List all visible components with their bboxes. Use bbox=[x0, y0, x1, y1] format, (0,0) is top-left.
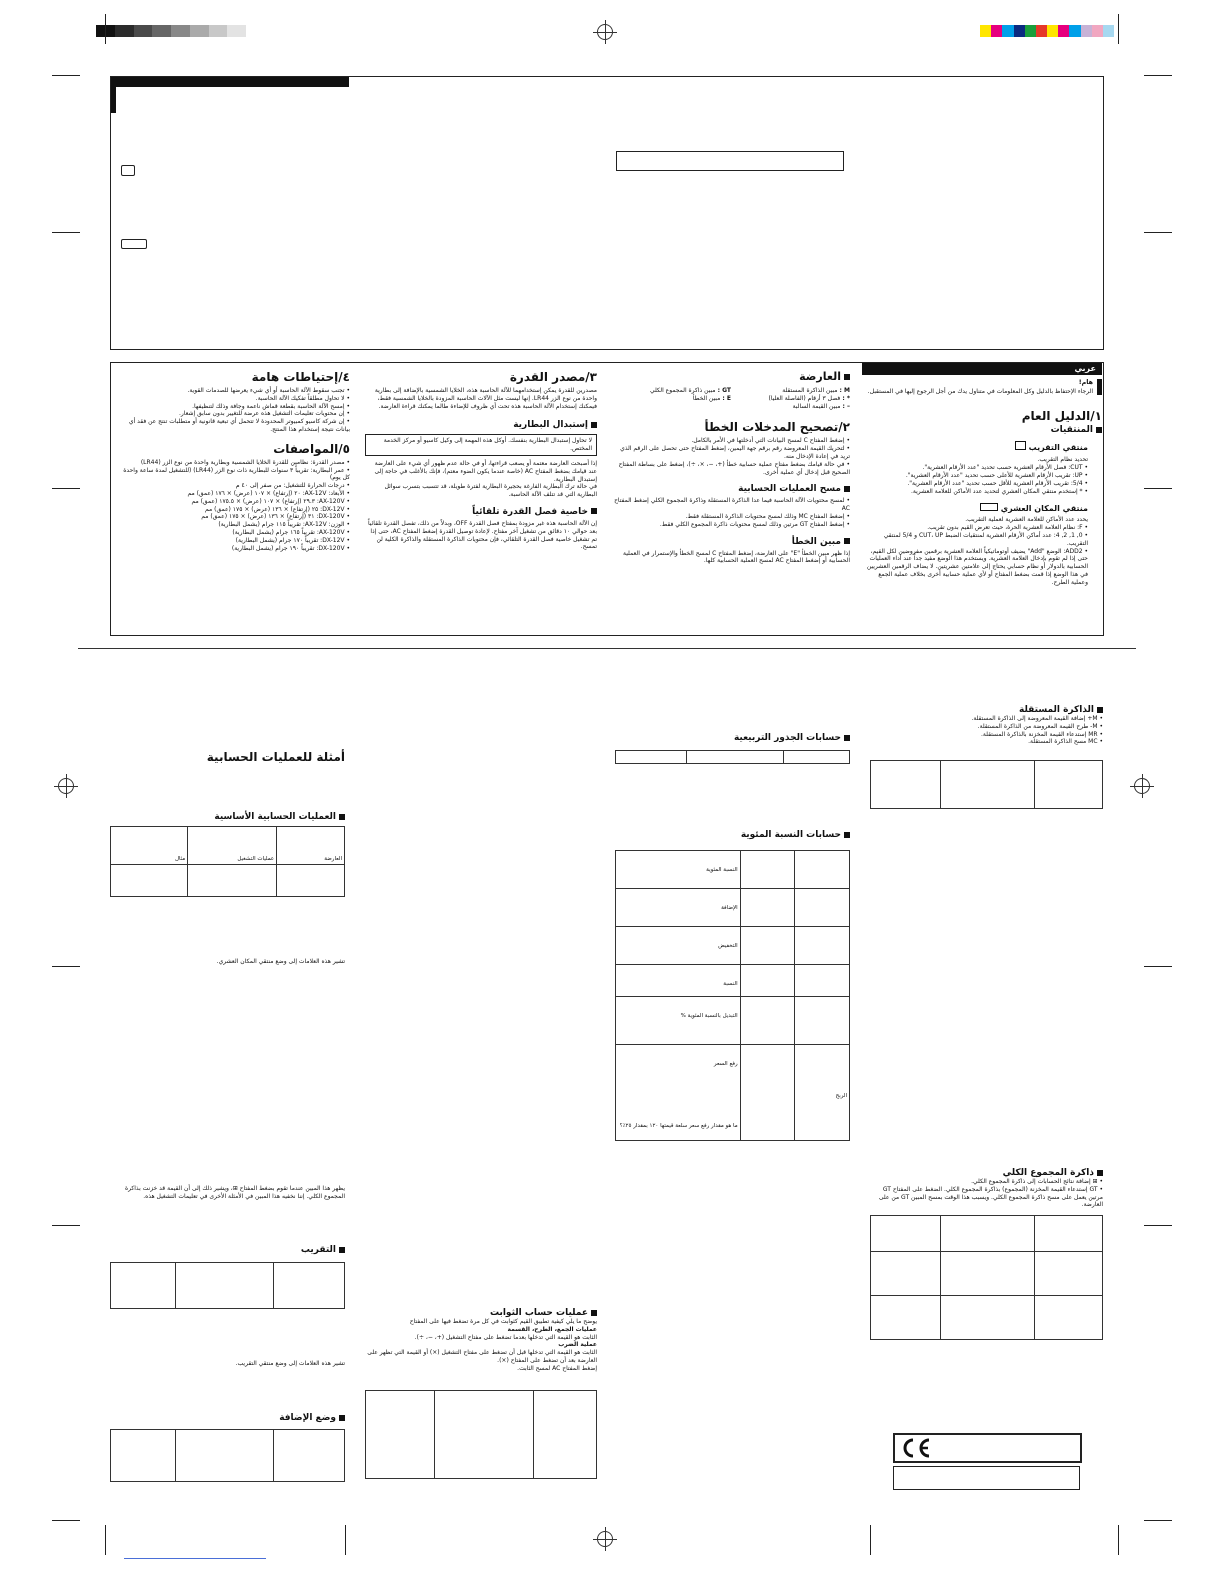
registration-mark-left bbox=[58, 778, 74, 794]
display-indicator-item bbox=[612, 395, 731, 403]
table-cell bbox=[940, 761, 1035, 809]
top-panel-header-bar bbox=[111, 77, 349, 87]
grayscale-bar bbox=[96, 25, 246, 37]
correction-item: • لتحريك القيمة المعروضة رقم برقم جهة اليمين، إضغط المفتاح حتى تحصل على الرقم الذي تريد في إعادة الإدخال منه. bbox=[620, 445, 850, 460]
table-cell bbox=[740, 997, 794, 1045]
col-header-display: العارضة bbox=[277, 827, 345, 865]
color-swatch bbox=[1047, 25, 1058, 37]
col-header-example: مثال bbox=[111, 827, 188, 865]
table-cell bbox=[111, 1430, 176, 1482]
table-cell bbox=[740, 889, 794, 927]
table-cell bbox=[871, 761, 941, 809]
constants-sub2: عملية الضرب bbox=[558, 1341, 597, 1349]
bullet-square-icon bbox=[591, 508, 597, 514]
crop-mark bbox=[1144, 966, 1172, 967]
crop-mark bbox=[52, 966, 80, 967]
rounding-item: • * إستخدم منتقي المكان العشري لتحديد عدد الأماكن للعلامة العشرية. bbox=[911, 487, 1088, 495]
bullet-square-icon bbox=[1096, 427, 1102, 433]
table-cell bbox=[1035, 761, 1103, 809]
table-cell bbox=[1035, 1252, 1103, 1296]
gray-swatch bbox=[209, 25, 228, 37]
section4-title: ٤/إحتياطات هامة bbox=[251, 370, 350, 384]
decimal-selector-title: منتقي المكان العشري bbox=[1000, 504, 1088, 514]
section2-title: ٢/تصحيح المدخلات الخطأ bbox=[704, 420, 850, 435]
top-panel-header-rule bbox=[111, 87, 116, 113]
table-cell bbox=[871, 1296, 941, 1340]
crop-mark bbox=[1118, 14, 1119, 44]
display-indicator-text: فصل ٣ أرقام (الفاصلة العليا) bbox=[768, 394, 841, 402]
crop-mark bbox=[1144, 1520, 1172, 1521]
rounding-example-title: التقريب bbox=[300, 1245, 336, 1255]
table-cell bbox=[435, 1391, 533, 1479]
crop-mark bbox=[105, 14, 106, 44]
color-swatch bbox=[1092, 25, 1103, 37]
spec-list bbox=[118, 459, 350, 553]
table-cell bbox=[277, 865, 345, 897]
spec-item: • AX-120V: ٢٩.٣ (إرتفاع) × ١٠٧ (عرض) × ١٧٥.٥ (عمق) مم bbox=[191, 497, 350, 505]
bullet-square-icon bbox=[339, 814, 345, 820]
bullet-square-icon bbox=[591, 422, 597, 428]
autooff-title: خاصية فصل القدرة تلقائياً bbox=[472, 506, 588, 517]
display-items bbox=[612, 387, 850, 410]
display-indicator-key: E : bbox=[720, 394, 731, 402]
color-swatch bbox=[1081, 25, 1092, 37]
column-precautions-specs bbox=[118, 370, 350, 552]
percent-row-label bbox=[616, 997, 741, 1045]
display-indicator-text: مبين ذاكرة المجموع الكلي bbox=[649, 387, 716, 394]
memory-item: • MR إستدعاء القيمة المخزنة بالذاكرة المستقلة. bbox=[980, 730, 1103, 738]
percent-row-label bbox=[616, 965, 741, 997]
autooff-text: إن الآلة الحاسبة هذه غير مزودة بمفتاح فصل القدرة OFF، وبدلاً من ذلك، تفصل القدرة تلقائياً بعد حوالي ١٠ دقائق من تشغيل آخر مفتاح. لإعادة توصيل القدرة إضغط المفتاح AC، حتى إذا تم تشغيل خاصية فصل القدرة التلقائي، فإن محتويات الذاكرة المستقلة والذاكرة الكلية لن تمسح. bbox=[367, 519, 597, 551]
table-cell bbox=[1035, 1216, 1103, 1252]
footer-underline-link[interactable] bbox=[124, 1558, 266, 1559]
clear-item: • إضغط المفتاح MC وذلك لمسح محتويات الذاكرة المستقلة فقط. bbox=[685, 512, 850, 520]
spec-item: • درجات الحرارة للتشغيل: من صفر إلى ٤٠ م bbox=[235, 482, 350, 490]
percent-row-label-text: الإضافة bbox=[721, 905, 738, 911]
constants-intro: يوضح ما يلي كيفية تطبيق القيم كثوابت في كل مرة تضغط فيها على المفتاح bbox=[409, 1318, 597, 1325]
table-cell bbox=[795, 997, 850, 1045]
error-title: مبين الخطأ bbox=[791, 536, 841, 547]
table-cell bbox=[175, 1430, 273, 1482]
bullet-square-icon bbox=[339, 1247, 345, 1253]
table-cell bbox=[740, 965, 794, 997]
display-indicator-key: * : bbox=[840, 394, 850, 402]
section1-title: ١/الدليل العام bbox=[1021, 409, 1102, 424]
memory-item: • MC مسح الذاكرة المستقلة. bbox=[1028, 738, 1103, 746]
table-cell bbox=[795, 1045, 850, 1141]
bullet-square-icon bbox=[844, 486, 850, 492]
constants-sub1: عمليات الجمع، الطرح، القسمة bbox=[507, 1325, 597, 1333]
column-power-source bbox=[365, 370, 597, 551]
table-cell bbox=[740, 927, 794, 965]
table-cell bbox=[940, 1216, 1035, 1252]
bullet-square-icon bbox=[844, 832, 850, 838]
gt-memory-list bbox=[870, 1178, 1103, 1209]
rounding-table bbox=[110, 1262, 345, 1309]
precaution-item: • إن محتويات تعليمات التشغيل هذه عرضة للتغيير بدون سابق إشعار. bbox=[178, 410, 350, 418]
table-cell bbox=[273, 1430, 344, 1482]
table-cell bbox=[111, 1263, 176, 1309]
memory-title: الذاكرة المستقلة bbox=[1019, 705, 1094, 715]
constants-sub2-text: الثابت هو القيمة التي تدخلها قبل أن تضغط على مفتاح التشغيل (×) أو القيمة التي تظهر على العارضة بعد أن تضغط على المفتاح (×). bbox=[367, 1349, 597, 1364]
precaution-item: • لا تحاول مطلقاً تفكيك الآلة الحاسبة. bbox=[255, 394, 350, 402]
bullet-square-icon bbox=[844, 538, 850, 544]
rounding-item: • UP: تقريب الأرقام العشرية للأعلى حسب تحديد "عدد الأرقام العشرية". bbox=[905, 471, 1088, 479]
rounding-note: تشير هذه العلامات إلى وضع منتقي التقريب. bbox=[235, 1360, 345, 1367]
add-mode-title: وضع الإضافة bbox=[279, 1413, 336, 1423]
column-general-guide bbox=[862, 363, 1102, 587]
table-cell bbox=[795, 889, 850, 927]
clear-item: • إضغط المفتاح GT مرتين وذلك لمسح محتويات ذاكرة المجموع الكلي فقط. bbox=[659, 520, 850, 528]
display-indicator-key: GT : bbox=[715, 387, 731, 394]
color-swatch bbox=[1069, 25, 1080, 37]
registration-mark-top bbox=[597, 24, 613, 40]
crop-mark bbox=[52, 488, 80, 489]
table-cell bbox=[871, 1216, 941, 1252]
gt-memory-item: • ⊞ إضافة نتائج الحسابات إلى ذاكرة المجموع الكلي. bbox=[971, 1178, 1103, 1185]
gray-swatch bbox=[190, 25, 209, 37]
percent-row-label-text: التبديل بالنسبة المئوية % bbox=[680, 1013, 738, 1019]
bullet-square-icon bbox=[339, 1415, 345, 1421]
color-swatch bbox=[1036, 25, 1047, 37]
gray-swatch bbox=[115, 25, 134, 37]
table-cell bbox=[1035, 1296, 1103, 1340]
gray-swatch bbox=[171, 25, 190, 37]
correction-item: • إضغط المفتاح C لمسح البيانات التي أدخلتها في الأمر بالكامل. bbox=[691, 437, 850, 445]
fold-line bbox=[78, 648, 1136, 649]
precaution-item: • تجنب سقوط الآلة الحاسبة أو أي شيء يعرضها للصدمات القوية. bbox=[187, 387, 350, 394]
percent-question: ما هو مقدار رفع سعر سلعة قيمتها ١٢٠ بمقدار ٢٥٪؟ bbox=[619, 1123, 738, 1129]
column-display-correction bbox=[612, 370, 850, 565]
battery-title: إستبدال البطارية bbox=[513, 420, 588, 431]
registration-mark-right bbox=[1134, 778, 1150, 794]
memory-list bbox=[870, 715, 1103, 746]
memory-section bbox=[870, 705, 1103, 746]
crop-mark bbox=[52, 1225, 80, 1226]
table-cell bbox=[188, 865, 277, 897]
precaution-item: • إمسح الآلة الحاسبة بقطعة قماش ناعمة وجافة وذلك لتنظيفها. bbox=[192, 402, 350, 410]
sqrt-title: حسابات الجذور التربيعية bbox=[733, 733, 841, 743]
decimal-intro: يحدد عدد الأماكن للعلامة العشرية لعملية التقريب. bbox=[965, 516, 1088, 524]
section5-title: ٥/المواصفات bbox=[273, 441, 350, 456]
color-swatch bbox=[991, 25, 1002, 37]
constants-section bbox=[365, 1308, 597, 1373]
section3-title: ٣/مصدر القدرة bbox=[509, 370, 597, 384]
spec-item: • DX-12V: ٢٥ (إرتفاع) × ١٣٦ (عرض) × ١٧٥ (عمق) مم bbox=[205, 505, 350, 513]
table-cell bbox=[687, 751, 784, 764]
slider-switch-icon bbox=[121, 239, 147, 249]
crop-mark bbox=[52, 75, 80, 76]
display-indicator-text: مبين الذاكرة المستقلة bbox=[782, 387, 838, 394]
error-text: إذا ظهر مبين الخطأ "E" على العارضة، إضغط المفتاح C لمسح الخطأ والإستمرار في العملية الحسابية أو إضغط المفتاح AC لمسح العملية الحسابية كلها. bbox=[623, 549, 850, 565]
table-cell bbox=[366, 1391, 435, 1479]
gt-memory-section bbox=[870, 1168, 1103, 1209]
constants-table bbox=[365, 1390, 597, 1479]
basic-calc-table bbox=[110, 826, 345, 897]
display-indicator-text: مبين القيمة السالبة bbox=[792, 402, 841, 410]
ce-mark-box bbox=[893, 1433, 1082, 1463]
col-header-operation: عمليات التشغيل bbox=[188, 827, 277, 865]
crop-mark bbox=[1144, 232, 1172, 233]
crop-mark bbox=[1144, 1225, 1172, 1226]
spec-item: • AX-120V: تقريباً ١٦٥ جرام (يشمل البطارية) bbox=[232, 528, 350, 536]
crop-mark bbox=[1144, 488, 1172, 489]
crop-mark bbox=[345, 1525, 346, 1555]
decimal-item: • ADD2: الوضع "Add" يضيف أوتوماتيكياً العلامة العشرية برقمين مفروضين لكل القيم، حتى إذا لم تقوم بإدخال العلامة العشرية. ويستخدم هذا الوضع مفيد جداً عند أداء العمليات الحسابية بالدولار أو نظام حسابي يحتاج إلى علامتين عشريتين. لا يضاف الرقمين العشريين في هذا الوضع إذا قمت بضغط المفتاح أو لأي عملية حسابية أخرى بخلاف عملية الجمع وعملية الطرح. bbox=[866, 547, 1088, 586]
table-cell bbox=[111, 865, 188, 897]
percent-row-label-text: رفع السعر bbox=[713, 1061, 738, 1067]
examples-title: أمثلة للعمليات الحسابية bbox=[206, 750, 345, 764]
gt-memory-table bbox=[870, 1215, 1103, 1340]
rounding-item: • 5/4: تقريب الأرقام العشرية للأقل حسب تحديد "عدد الأرقام العشرية". bbox=[907, 479, 1088, 487]
percent-row-label bbox=[616, 927, 741, 965]
color-swatch bbox=[1002, 25, 1013, 37]
rounding-switch-icon bbox=[1015, 441, 1026, 450]
correction-list bbox=[612, 437, 850, 476]
crop-mark bbox=[105, 1525, 106, 1555]
address-box bbox=[893, 1466, 1080, 1490]
section3-text: مصدرين للقدرة يمكن إستخدامهما للآلة الحاسبة هذه، الخلايا الشمسية بالإضافة إلى بطارية واحدة من نوع الزر LR44. إنها ليست مثل الآلات الحاسبة المزودة بالخلايا الشمسية فقط، فيمكنك إستخدام الآلة الحاسبة هذه تحت أي ظروف للإضاءة طالما يمكنك قراءة العارضة. bbox=[374, 387, 597, 410]
display-indicator-item bbox=[612, 387, 731, 395]
color-swatch bbox=[980, 25, 991, 37]
table-cell bbox=[940, 1252, 1035, 1296]
important-text: الرجاء الإحتفاظ بالدليل وكل المعلومات في متناول يدك من أجل الرجوع إليها في المستقبل. bbox=[867, 387, 1093, 395]
important-notice bbox=[862, 379, 1102, 395]
precaution-list bbox=[118, 387, 350, 434]
gt-memory-title: ذاكرة المجموع الكلي bbox=[1002, 1168, 1094, 1178]
percent-row-label-text: التخفيض bbox=[718, 943, 738, 949]
percent-profit-label: الربح bbox=[835, 1093, 847, 1099]
table-cell bbox=[940, 1296, 1035, 1340]
color-swatch bbox=[1025, 25, 1036, 37]
display-indicator-item bbox=[731, 403, 850, 411]
table-cell bbox=[795, 965, 850, 997]
memory-table bbox=[870, 760, 1103, 809]
table-cell bbox=[795, 851, 850, 889]
display-indicator-text: مبين الخطأ bbox=[692, 394, 721, 402]
table-cell bbox=[273, 1263, 344, 1309]
spec-item: • الأبعاد: AX-12V: ٢٠ (إرتفاع) × ١٠٧ (عرض) × ١٧٦ (عمق) مم bbox=[187, 489, 350, 497]
table-cell bbox=[871, 1252, 941, 1296]
crop-mark bbox=[52, 232, 80, 233]
important-title: هام! bbox=[1078, 379, 1093, 386]
bullet-square-icon bbox=[591, 1310, 597, 1316]
top-panel bbox=[110, 76, 1104, 350]
color-bar bbox=[980, 25, 1114, 37]
spec-item: • DX-12V: تقريباً ١٧٠ جرام (يشمل البطارية) bbox=[235, 536, 350, 544]
basic-calc-title: العمليات الحسابية الأساسية bbox=[214, 812, 336, 822]
gt-indicator-note: يظهر هذا المبين عندما تقوم بضغط المفتاح ⊞، ويشير ذلك إلى أن القيمة قد خزنت بذاكرة المجموع الكلي. إننا نخفيه هذا المبين في الأمثلة الأخرى في تعليمات التشغيل هذه. bbox=[124, 1185, 345, 1200]
battery-note: في حالة ترك البطارية الفارغة بحجيرة البطارية لفترة طويلة، قد تتسبب بتسرب سوائل البطارية التي قد تتلف الآلة الحاسبة. bbox=[384, 483, 597, 499]
table-cell bbox=[740, 851, 794, 889]
table-cell bbox=[175, 1263, 273, 1309]
constants-sub3: إضغط المفتاح AC لمسح الثابت. bbox=[517, 1364, 597, 1372]
clear-list bbox=[612, 497, 850, 528]
registration-mark-bottom bbox=[597, 1531, 613, 1547]
percent-row-label bbox=[616, 1045, 741, 1141]
table-cell bbox=[795, 927, 850, 965]
crop-mark bbox=[870, 1525, 871, 1555]
clear-item: • لمسح محتويات الآلة الحاسبة فيما عدا الذاكرة المستقلة وذاكرة المجموع الكلي إضغط المفتاح AC bbox=[614, 497, 850, 513]
table-cell bbox=[616, 751, 687, 764]
model-name-box bbox=[616, 151, 844, 171]
spec-item: • مصدر القدرة: نظامين للقدرة الخلايا الشمسية وبطارية واحدة من نوع الزر (LR44) bbox=[140, 458, 350, 466]
percent-row-label-text: النسبة المئوية bbox=[706, 867, 738, 873]
decimal-note: تشير هذه العلامات إلى وضع منتقي المكان العشري. bbox=[216, 958, 345, 965]
selectors-title: المنتقيات bbox=[1050, 425, 1093, 436]
bullet-square-icon bbox=[844, 374, 850, 380]
sqrt-table bbox=[615, 750, 850, 764]
percent-title: حسابات النسبة المئوية bbox=[740, 830, 841, 840]
bullet-square-icon bbox=[844, 735, 850, 741]
percent-row-label bbox=[616, 889, 741, 927]
spec-item: • عمر البطارية: تقريباً ٣ سنوات للبطارية ذات نوع الزر (LR44) (للتشغيل لمدة ساعة واحدة كل يوم) bbox=[123, 466, 350, 482]
language-tab-label: عربي bbox=[1074, 364, 1096, 373]
spec-item: • الوزن: AX-12V: تقريباً ١١٥ جرام (يشمل البطارية) bbox=[218, 521, 350, 529]
display-indicator-item bbox=[731, 387, 850, 395]
constants-sub1-text: الثابت هو القيمة التي تدخلها بعدما تضغط على مفتاح التشغيل (+، −، ÷). bbox=[414, 1333, 597, 1341]
decimal-item: • F: نظام العلامة العشرية الحرة، حيث تعرض القيم بدون تقريب. bbox=[927, 524, 1088, 532]
precaution-item: • إن شركة كاسيو كمبيوتر المحدودة لا تتحمل أي تبعية قانونية أو متطلبات تنتج عن فقد أي بيانات نتيجة إستخدام هذا المنتج. bbox=[128, 418, 350, 433]
gray-swatch bbox=[227, 25, 246, 37]
correction-item: • في حالة قيامك بضغط مفتاح عملية حسابية خطأ (+، −، ×، ÷)، إضغط على بساطة المفتاح الصحيح قبل إدخال أي عملية أخرى. bbox=[618, 460, 850, 476]
decimal-item: • 0, 1, 2, 4: عدد أماكن الأرقام العشرية لمنتقيات الضبط CUT، UP و 5/4 لمنتقي التقريب. bbox=[883, 531, 1088, 547]
decimal-switch-icon bbox=[980, 503, 998, 511]
gray-swatch bbox=[134, 25, 153, 37]
gt-memory-item: • GT إستدعاء القيمة المخزنة (المجموع) بذاكرة المجموع الكلي. الضغط على المفتاح GT مرتين يعمل على مسح ذاكرة المجموع الكلي. ويسبب هذا الوقت بمسح المبين GT من على العارضة. bbox=[878, 1185, 1103, 1209]
percent-row-label bbox=[616, 851, 741, 889]
rounding-item: • CUT: فصل الأرقام العشرية حسب تحديد "عدد الأرقام العشرية". bbox=[922, 464, 1088, 472]
color-swatch bbox=[1014, 25, 1025, 37]
ce-mark-icon bbox=[899, 1437, 933, 1459]
spec-item: • DX-120V: تقريباً ١٩٠ جرام (يشمل البطارية) bbox=[231, 544, 350, 552]
table-cell bbox=[740, 1045, 794, 1141]
constants-title: عمليات حساب الثوابت bbox=[489, 1308, 588, 1318]
add-mode-table bbox=[110, 1429, 345, 1482]
rounding-intro: تحديد نظام التقريب. bbox=[1037, 456, 1088, 464]
memory-item: • M+ إضافة القيمة المعروضة إلى الذاكرة المستقلة. bbox=[971, 715, 1103, 722]
clear-title: مسح العمليات الحسابية bbox=[738, 484, 841, 495]
spec-item: • DX-120V: ٣١ (إرتفاع) × ١٣٦ (عرض) × ١٧٥ (عمق) مم bbox=[201, 513, 350, 521]
color-swatch bbox=[1103, 25, 1114, 37]
battery-notice: لا تحاول إستبدال البطارية بنفسك. أوكل هذه المهمة إلى وكيل كاسيو أو مركز الخدمة المختص. bbox=[365, 434, 597, 456]
display-indicator-item bbox=[731, 395, 850, 403]
language-tab bbox=[862, 363, 1102, 375]
crop-mark bbox=[1118, 1525, 1119, 1555]
battery-text: إذا أصبحت العارضة معتمة أو يصعب قراءتها، أو في حالة عدم ظهور أي شيء على العارضة عند قيامك بضغط المفتاح AC (خاصة عندما يكون الضوء معتم)، فإنك بالأغلب في حاجة إلى إستبدال البطارية. bbox=[374, 459, 597, 483]
bullet-square-icon bbox=[1097, 1170, 1103, 1176]
color-swatch bbox=[1058, 25, 1069, 37]
percent-row-label-text: النسبة bbox=[723, 981, 738, 987]
display-title: العارضة bbox=[799, 370, 841, 383]
crop-mark bbox=[52, 1520, 80, 1521]
bullet-square-icon bbox=[1097, 707, 1103, 713]
display-indicator-key: – : bbox=[840, 402, 850, 410]
rounding-list bbox=[862, 464, 1088, 495]
display-indicator-key: M : bbox=[837, 387, 850, 394]
decimal-list bbox=[862, 524, 1088, 586]
percent-table bbox=[615, 850, 850, 1141]
rounding-selector-title: منتقي التقريب bbox=[1028, 443, 1088, 453]
switch-icon bbox=[121, 165, 135, 176]
gray-swatch bbox=[152, 25, 171, 37]
crop-mark bbox=[1144, 75, 1172, 76]
table-cell bbox=[784, 751, 850, 764]
table-cell bbox=[533, 1391, 596, 1479]
memory-item: • M- طرح القيمة المعروضة من الذاكرة المستقلة. bbox=[977, 722, 1103, 730]
